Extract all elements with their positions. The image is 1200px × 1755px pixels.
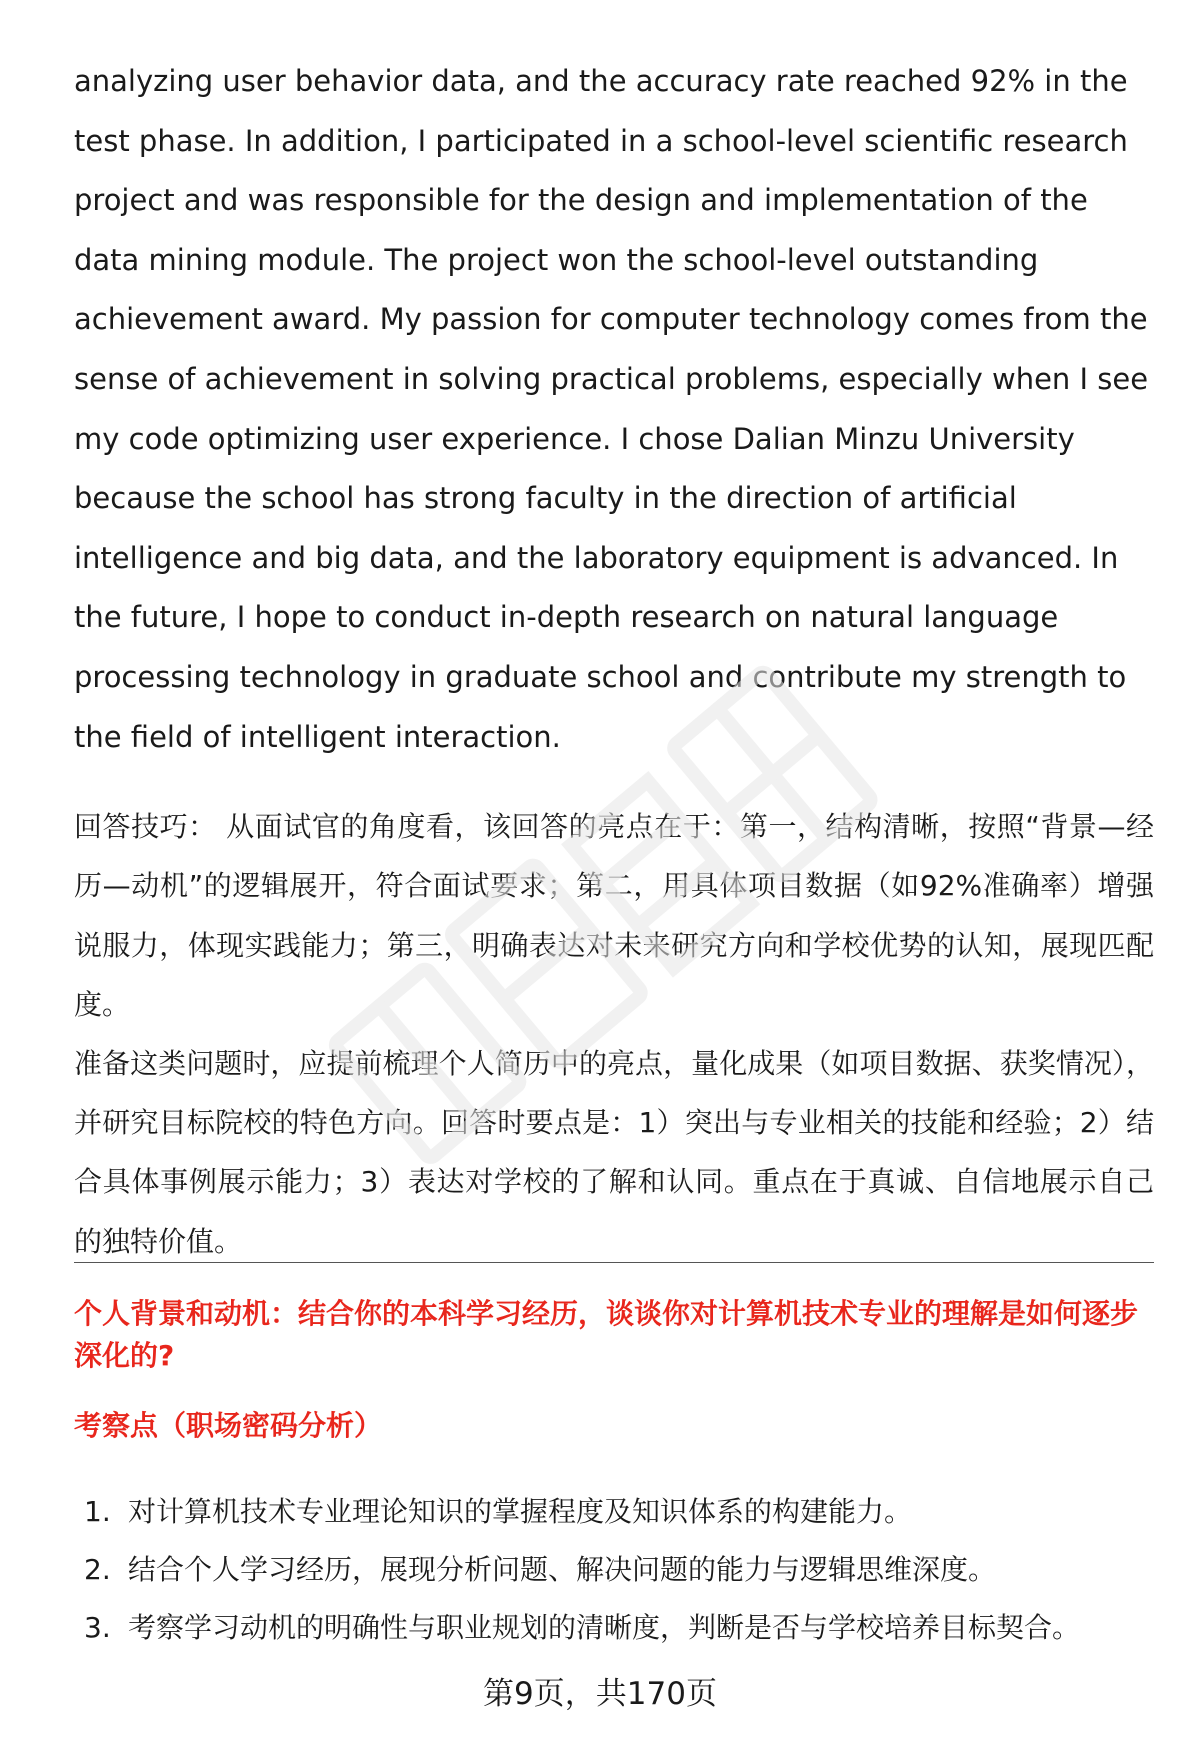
page-number: 第9页，共170页 bbox=[483, 1676, 717, 1712]
list-item bbox=[84, 1541, 1154, 1599]
list-item-text: 对计算机技术专业理论知识的掌握程度及知识体系的构建能力。 bbox=[128, 1495, 913, 1528]
list-item bbox=[84, 1483, 1154, 1541]
answer-tips bbox=[74, 797, 1154, 1271]
tips-paragraph-1: 回答技巧： 从面试官的角度看，该回答的亮点在于：第一，结构清晰，按照“背景—经历—动机”的逻辑展开，符合面试要求；第二，用具体项目数据（如92%准确率）增强说服力，体现实践能力；第三，明确表达对未来研究方向和学校优势的认知，展现匹配度。 bbox=[74, 810, 1154, 1021]
list-item-number: 1. bbox=[84, 1495, 111, 1528]
question-title: 个人背景和动机：结合你的本科学习经历，谈谈你对计算机技术专业的理解是如何逐步深化的? bbox=[74, 1297, 1139, 1372]
section-heading: 考察点（职场密码分析） bbox=[74, 1409, 383, 1442]
document-body bbox=[74, 52, 1154, 1271]
list-item bbox=[84, 1599, 1154, 1657]
tips-paragraph-2: 准备这类问题时，应提前梳理个人简历中的亮点，量化成果（如项目数据、获奖情况），并研究目标院校的特色方向。回答时要点是：1）突出与专业相关的技能和经验；2）结合具体事例展示能力；3）表达对学校的了解和认同。重点在于真诚、自信地展示自己的独特价值。 bbox=[74, 1046, 1154, 1258]
list-item-number: 2. bbox=[84, 1553, 111, 1586]
section-divider bbox=[74, 1262, 1154, 1263]
english-answer-paragraph: analyzing user behavior data, and the accuracy rate reached 92% in the test phase. In addition, I participated in a school-level scientific research project and was responsible for the design and implementation of the data mining module. The project won the school-level outstanding achievement award. My passion for computer technology comes from the sense of achievement in solving practical problems, especially when I see my code optimizing user experience. I chose Dalian Minzu University because the school has strong faculty in the direction of artificial intelligence and big data, and the laboratory equipment is advanced. In the future, I hope to conduct in-depth research on natural language processing technology in graduate school and contribute my strength to the field of intelligent interaction. bbox=[74, 64, 1149, 754]
list-item-number: 3. bbox=[84, 1611, 111, 1644]
list-item-text: 结合个人学习经历，展现分析问题、解决问题的能力与逻辑思维深度。 bbox=[128, 1553, 997, 1586]
list-item-text: 考察学习动机的明确性与职业规划的清晰度，判断是否与学校培养目标契合。 bbox=[128, 1611, 1081, 1644]
assessment-points-list bbox=[84, 1483, 1154, 1657]
